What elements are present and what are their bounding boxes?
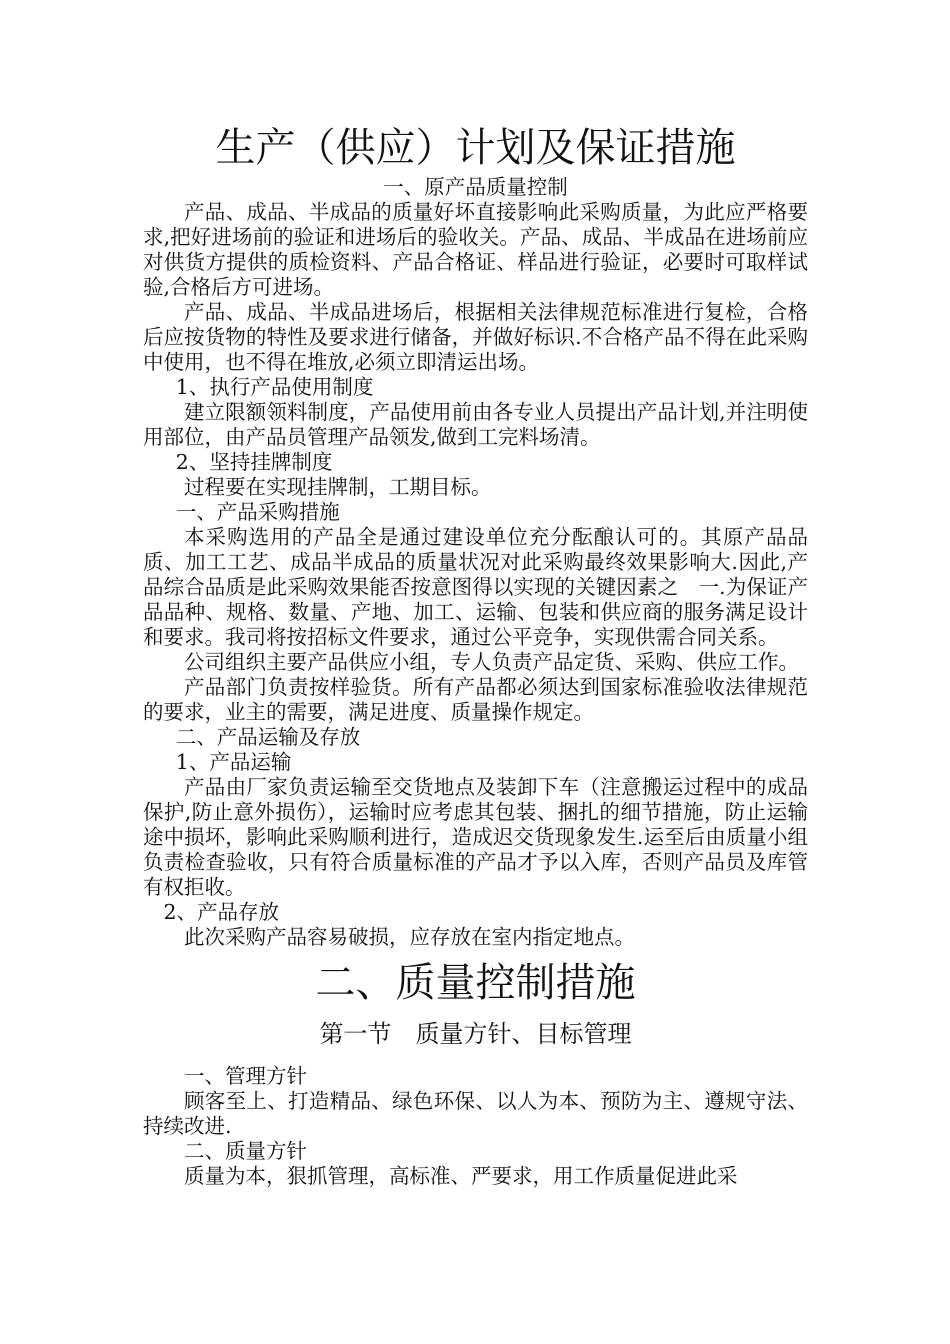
paragraph: 此次采购产品容易破损，应存放在室内指定地点。 [184,925,635,949]
heading-management-policy: 一、管理方针 [184,1064,307,1088]
paragraph: 本采购选用的产品全是通过建设单位充分酝酿认可的。其原产品品质、加工工艺、成品半成品的质量状况对此采购最终效果影响大.因此,产品综合品质是此采购效果能否按意图得以实现的关键因素之 一.为保证产品品种、规格、数量、产地、加工、运输、包装和供应商的服务满足设计和要求。我司将按招标文件要求，通过公平竞争，实现供需合同关系。 [143,525,808,649]
paragraph: 建立限额领料制度，产品使用前由各专业人员提出产品计划,并注明使用部位，由产品员管理产品领发,做到工完料场清。 [143,400,808,449]
heading-raw-material-quality: 一、原产品质量控制 [383,175,568,199]
heading-storage: 2、产品存放 [163,900,280,924]
section-title: 第一节 质量方针、目标管理 [319,1020,632,1048]
paragraph: 产品、成品、半成品的质量好坏直接影响此采购质量，为此应严格要求,把好进场前的验证和进场后的验收关。产品、成品、半成品在进场前应对供货方提供的质检资料、产品合格证、样品进行验证，必要时可取样试验,合格后方可进场。 [143,200,808,299]
document-body [143,175,808,1189]
heading-procurement-measures: 一、产品采购措施 [175,500,340,524]
heading-usage-system: 1、执行产品使用制度 [175,375,374,399]
paragraph: 产品、成品、半成品进场后，根据相关法律规范标准进行复检，合格后应按货物的特性及要求进行储备，并做好标识.不合格产品不得在此采购中使用，也不得在堆放,必须立即清运出场。 [143,300,808,374]
heading-tag-system: 2、坚持挂牌制度 [175,450,333,474]
chapter-title: 二、质量控制措施 [315,960,636,1006]
document-title: 生产（供应）计划及保证措施 [215,125,736,171]
paragraph: 过程要在实现挂牌制，工期目标。 [184,475,492,499]
paragraph: 产品部门负责按样验货。所有产品都必须达到国家标准验收法律规范的要求，业主的需要，满足进度、质量操作规定。 [143,675,808,724]
paragraph: 质量为本，狠抓管理，高标准、严要求，用工作质量促进此采 [184,1164,738,1188]
paragraph: 公司组织主要产品供应小组，专人负责产品定货、采购、供应工作。 [184,650,799,674]
paragraph: 顾客至上、打造精品、绿色环保、以人为本、预防为主、遵规守法、持续改进. [143,1089,808,1138]
paragraph: 产品由厂家负责运输至交货地点及装卸下车（注意搬运过程中的成品保护,防止意外损伤），运输时应考虑其包装、捆扎的细节措施，防止运输途中损坏，影响此采购顺利进行，造成迟交货现象发生.运至后由质量小组负责检查验收，只有符合质量标准的产品才予以入库，否则产品员及库管有权拒收。 [143,775,808,899]
heading-quality-policy: 二、质量方针 [184,1139,307,1163]
heading-transport-storage: 二、产品运输及存放 [175,725,361,749]
heading-transport: 1、产品运输 [175,750,292,774]
